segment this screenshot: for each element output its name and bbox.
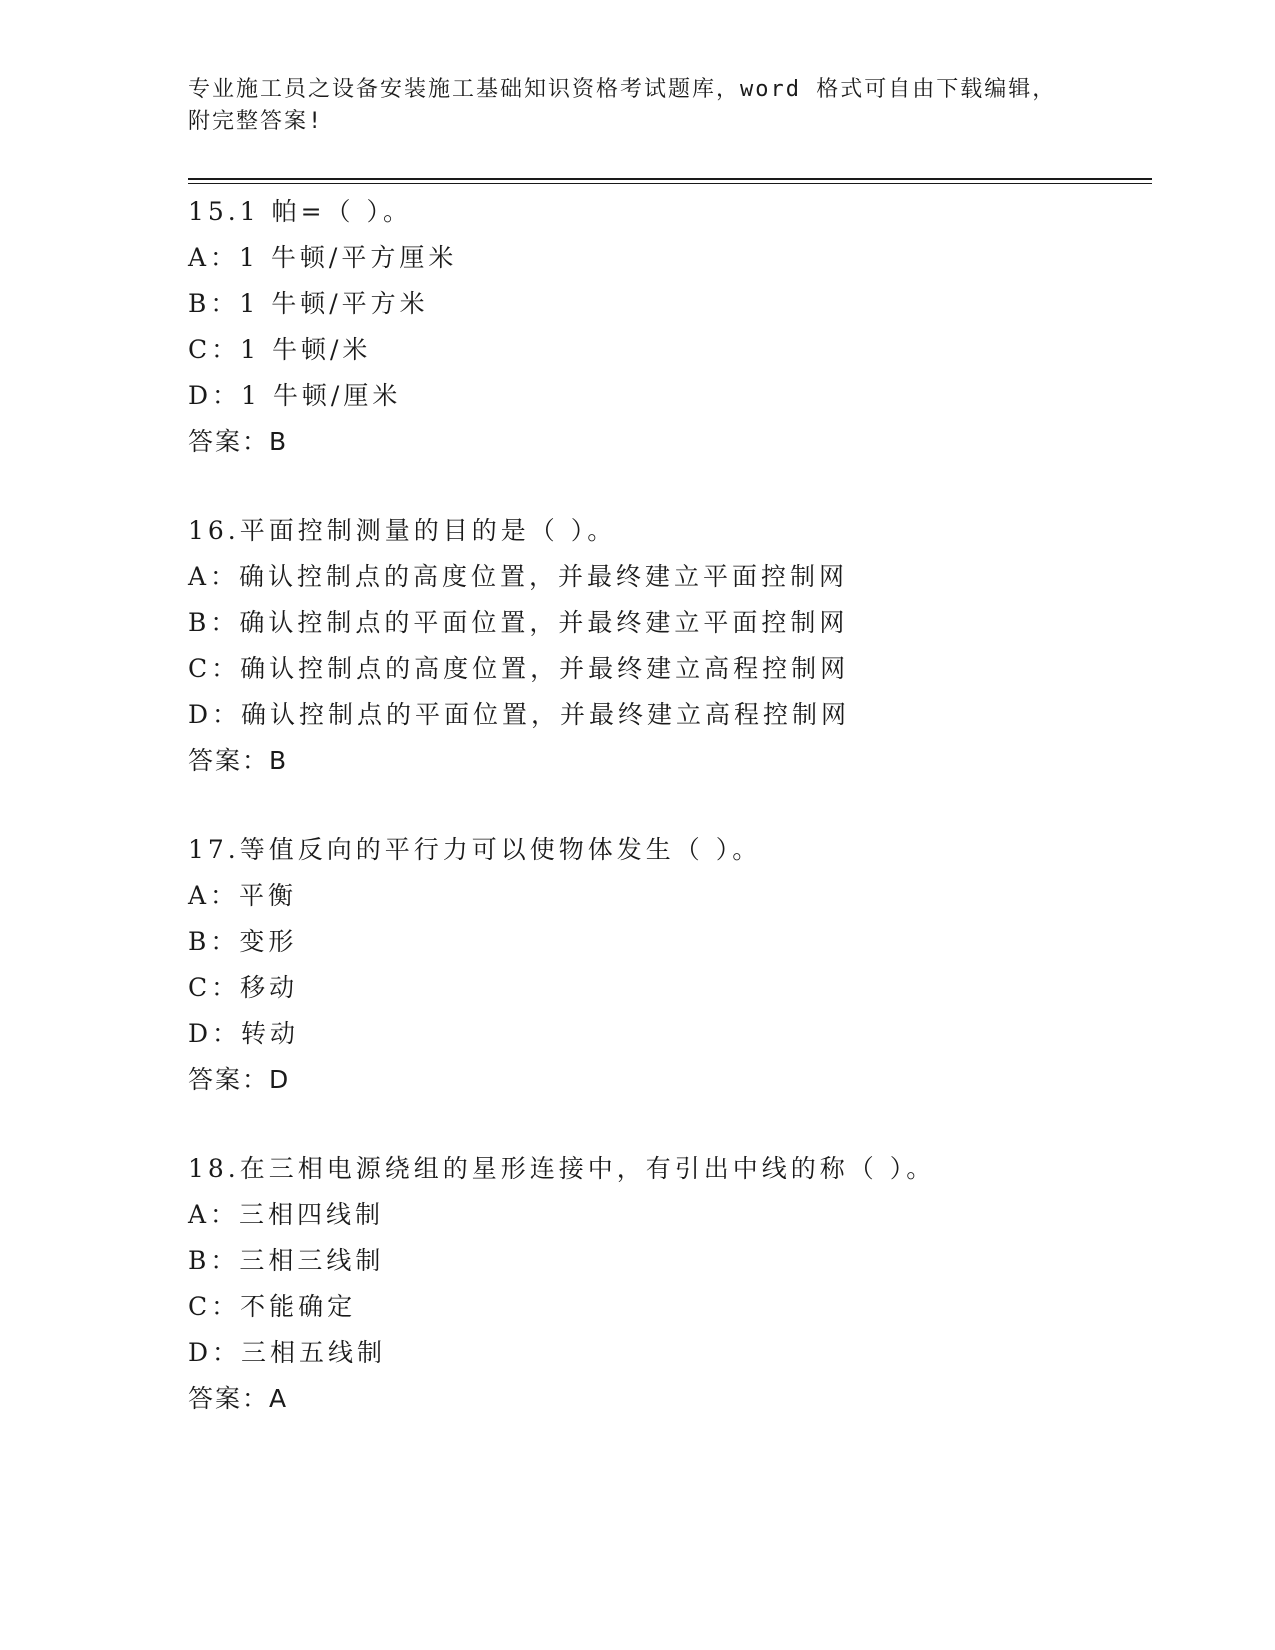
header-line-1: 专业施工员之设备安装施工基础知识资格考试题库，word 格式可自由下载编辑， bbox=[188, 77, 1057, 102]
option-c: C：1 牛顿/米 bbox=[188, 335, 372, 364]
document-header bbox=[188, 74, 1068, 138]
answer: 答案：B bbox=[188, 427, 289, 456]
option-b: B：1 牛顿/平方米 bbox=[188, 289, 429, 318]
question-stem: 18.在三相电源绕组的星形连接中，有引出中线的称（ ）。 bbox=[188, 1154, 936, 1183]
option-a: A：1 牛顿/平方厘米 bbox=[188, 243, 458, 272]
option-c: C：确认控制点的高度位置，并最终建立高程控制网 bbox=[188, 654, 850, 683]
header-divider-bottom bbox=[188, 183, 1152, 184]
option-d: D：确认控制点的平面位置，并最终建立高程控制网 bbox=[188, 700, 851, 729]
option-a: A：确认控制点的高度位置，并最终建立平面控制网 bbox=[188, 562, 849, 591]
header-line-2: 附完整答案! bbox=[188, 109, 324, 134]
option-b: B：三相三线制 bbox=[188, 1246, 385, 1275]
option-a: A：三相四线制 bbox=[188, 1200, 385, 1229]
question-15 bbox=[188, 189, 1148, 465]
question-16 bbox=[188, 508, 1148, 784]
header-divider-top bbox=[188, 178, 1152, 180]
option-c: C：不能确定 bbox=[188, 1292, 357, 1321]
answer: 答案：B bbox=[188, 746, 289, 775]
question-stem: 17.等值反向的平行力可以使物体发生（ ）。 bbox=[188, 835, 762, 864]
option-b: B：变形 bbox=[188, 927, 298, 956]
option-d: D：转动 bbox=[188, 1019, 300, 1048]
option-b: B：确认控制点的平面位置，并最终建立平面控制网 bbox=[188, 608, 849, 637]
answer: 答案：A bbox=[188, 1384, 289, 1413]
question-stem: 15.1 帕=（ ）。 bbox=[188, 197, 413, 226]
option-c: C：移动 bbox=[188, 973, 299, 1002]
answer: 答案：D bbox=[188, 1065, 291, 1094]
question-17 bbox=[188, 827, 1148, 1103]
question-stem: 16.平面控制测量的目的是（ ）。 bbox=[188, 516, 617, 545]
option-d: D：1 牛顿/厘米 bbox=[188, 381, 402, 410]
question-18 bbox=[188, 1146, 1148, 1422]
option-d: D：三相五线制 bbox=[188, 1338, 387, 1367]
option-a: A：平衡 bbox=[188, 881, 298, 910]
question-list bbox=[188, 189, 1148, 1465]
